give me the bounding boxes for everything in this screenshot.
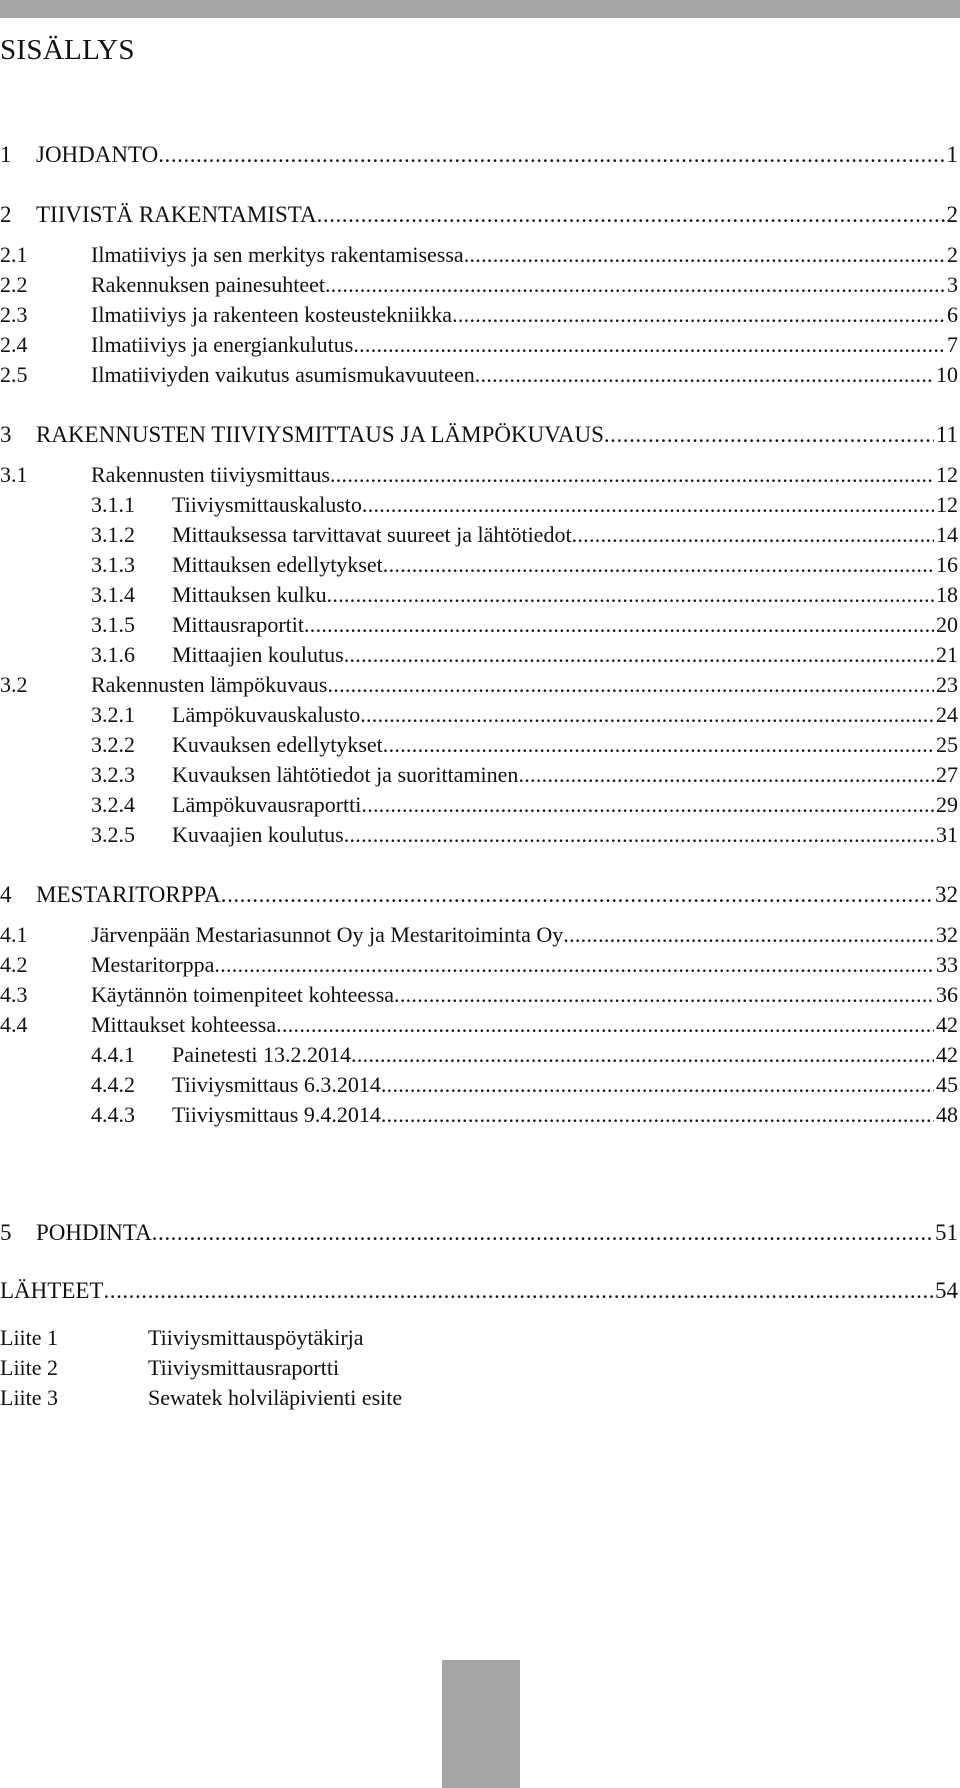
toc-number: 4.2 xyxy=(0,952,28,977)
toc-number: 2.5 xyxy=(0,362,28,387)
toc-page-number: 7 xyxy=(947,332,958,357)
toc-page-number: 45 xyxy=(936,1072,958,1097)
toc-leader-dots xyxy=(221,880,933,910)
appendix-label: Liite 1 xyxy=(0,1325,59,1350)
appendix-item[interactable] xyxy=(0,1383,402,1413)
toc-entry[interactable] xyxy=(0,820,958,850)
toc-title: Ilmatiiviys ja rakenteen kosteustekniikka xyxy=(91,302,453,327)
toc-leader-dots xyxy=(572,520,934,550)
toc-title: Kuvauksen lähtötiedot ja suorittaminen xyxy=(172,762,519,787)
toc-leader-dots xyxy=(353,330,945,360)
toc-title: Painetesti 13.2.2014 xyxy=(172,1042,352,1067)
toc-leader-dots xyxy=(276,1010,934,1040)
toc-number: 2.2 xyxy=(0,272,28,297)
toc-page-number: 1 xyxy=(946,142,958,167)
toc-leader-dots xyxy=(152,1218,933,1248)
toc-title: TIIVISTÄ RAKENTAMISTA xyxy=(36,202,317,227)
toc-page-number: 3 xyxy=(947,272,958,297)
toc-entry[interactable] xyxy=(0,1276,958,1306)
toc-number: 2.1 xyxy=(0,242,28,267)
toc-entry[interactable] xyxy=(0,240,958,270)
toc-leader-dots xyxy=(344,820,934,850)
toc-leader-dots xyxy=(518,760,934,790)
toc-title: Käytännön toimenpiteet kohteessa xyxy=(91,982,395,1007)
toc-title: Mestaritorppa xyxy=(91,952,215,977)
toc-leader-dots xyxy=(362,490,934,520)
toc-leader-dots xyxy=(325,270,945,300)
toc-title: JOHDANTO xyxy=(36,142,159,167)
toc-page-number: 12 xyxy=(936,492,958,517)
toc-leader-dots xyxy=(330,460,934,490)
toc-entry[interactable] xyxy=(0,1100,958,1130)
toc-number: 4 xyxy=(0,882,12,907)
toc-number: 3.2.1 xyxy=(91,702,135,727)
toc-title: LÄHTEET xyxy=(0,1278,104,1303)
toc-number: 2 xyxy=(0,202,12,227)
toc-entry[interactable] xyxy=(0,610,958,640)
toc-entry[interactable] xyxy=(0,580,958,610)
toc-entry[interactable] xyxy=(0,640,958,670)
toc-page-number: 36 xyxy=(936,982,958,1007)
toc-entry[interactable] xyxy=(0,700,958,730)
toc-leader-dots xyxy=(304,610,934,640)
toc-number: 4.4.3 xyxy=(91,1102,135,1127)
toc-title: Rakennuksen painesuhteet xyxy=(91,272,325,297)
toc-number: 3.1.3 xyxy=(91,552,135,577)
toc-page-number: 31 xyxy=(936,822,958,847)
toc-page-number: 29 xyxy=(936,792,958,817)
toc-number: 4.3 xyxy=(0,982,28,1007)
toc-title: Mittauksen edellytykset xyxy=(172,552,383,577)
toc-page-number: 25 xyxy=(936,732,958,757)
toc-entry[interactable] xyxy=(0,980,958,1010)
toc-entry[interactable] xyxy=(0,420,958,450)
toc-number: 4.4.2 xyxy=(91,1072,135,1097)
toc-leader-dots xyxy=(344,640,934,670)
toc-number: 3.2.3 xyxy=(91,762,135,787)
toc-title: Mittauksen kulku xyxy=(172,582,327,607)
toc-page-number: 24 xyxy=(936,702,958,727)
toc-page-number: 23 xyxy=(936,672,958,697)
toc-title: Mittausraportit xyxy=(172,612,304,637)
toc-page-number: 18 xyxy=(936,582,958,607)
toc-number: 3.1.5 xyxy=(91,612,135,637)
toc-page-number: 42 xyxy=(936,1042,958,1067)
toc-page-number: 21 xyxy=(936,642,958,667)
toc-number: 4.1 xyxy=(0,922,28,947)
toc-leader-dots xyxy=(327,670,934,700)
toc-title: Kuvauksen edellytykset xyxy=(172,732,383,757)
toc-page-number: 11 xyxy=(935,422,958,447)
toc-entry[interactable] xyxy=(0,520,958,550)
appendix-item[interactable] xyxy=(0,1353,339,1383)
toc-leader-dots xyxy=(563,920,934,950)
toc-entry[interactable] xyxy=(0,880,958,910)
toc-leader-dots xyxy=(351,1040,934,1070)
toc-page-number: 6 xyxy=(947,302,958,327)
toc-leader-dots xyxy=(381,1100,934,1130)
toc-page-number: 54 xyxy=(935,1278,958,1303)
toc-page-number: 42 xyxy=(936,1012,958,1037)
appendix-title: Tiiviysmittausraportti xyxy=(148,1355,340,1380)
toc-title: Ilmatiiviys ja sen merkitys rakentamisessa xyxy=(91,242,464,267)
toc-title: Lämpökuvausraportti xyxy=(172,792,362,817)
toc-title: Rakennusten lämpökuvaus xyxy=(91,672,328,697)
toc-entry[interactable] xyxy=(0,730,958,760)
toc-leader-dots xyxy=(103,1276,933,1306)
toc-page-number: 14 xyxy=(936,522,958,547)
toc-leader-dots xyxy=(475,360,934,390)
appendix-label: Liite 2 xyxy=(0,1355,59,1380)
toc-leader-dots xyxy=(464,240,945,270)
toc-number: 1 xyxy=(0,142,12,167)
toc-leader-dots xyxy=(394,980,934,1010)
toc-page-number: 16 xyxy=(936,552,958,577)
toc-leader-dots xyxy=(381,1070,934,1100)
toc-number: 3.1 xyxy=(0,462,28,487)
toc-entry[interactable] xyxy=(0,300,958,330)
toc-number: 3.2 xyxy=(0,672,28,697)
page-number-box xyxy=(442,1660,520,1788)
appendix-label: Liite 3 xyxy=(0,1385,59,1410)
page-title: SISÄLLYS xyxy=(0,34,135,66)
toc-entry[interactable] xyxy=(0,1040,958,1070)
toc-leader-dots xyxy=(158,140,944,170)
top-bar xyxy=(0,0,960,18)
toc-title: Mittaajien koulutus xyxy=(172,642,344,667)
toc-page-number: 2 xyxy=(946,202,958,227)
toc-leader-dots xyxy=(383,730,934,760)
toc-leader-dots xyxy=(214,950,934,980)
toc-title: Kuvaajien koulutus xyxy=(172,822,344,847)
appendix-title: Tiiviysmittauspöytäkirja xyxy=(148,1325,364,1350)
appendix-title: Sewatek holviläpivienti esite xyxy=(148,1385,403,1410)
toc-title: Järvenpään Mestariasunnot Oy ja Mestaritoiminta Oy xyxy=(91,922,564,947)
toc-title: Tiiviysmittauskalusto xyxy=(172,492,362,517)
toc-page-number: 27 xyxy=(936,762,958,787)
toc-title: Lämpökuvauskalusto xyxy=(172,702,361,727)
toc-entry[interactable] xyxy=(0,460,958,490)
toc-entry[interactable] xyxy=(0,140,958,170)
toc-leader-dots xyxy=(360,700,934,730)
toc-number: 3.2.2 xyxy=(91,732,135,757)
toc-page-number: 48 xyxy=(936,1102,958,1127)
toc-page-number: 51 xyxy=(935,1220,958,1245)
toc-leader-dots xyxy=(317,200,945,230)
toc-leader-dots xyxy=(361,790,934,820)
toc-entry[interactable] xyxy=(0,950,958,980)
toc-number: 2.3 xyxy=(0,302,28,327)
toc-leader-dots xyxy=(327,580,934,610)
toc-number: 3.2.4 xyxy=(91,792,135,817)
toc-entry[interactable] xyxy=(0,670,958,700)
toc-title: Ilmatiiviyden vaikutus asumismukavuuteen xyxy=(91,362,475,387)
toc-page-number: 20 xyxy=(936,612,958,637)
toc-title: MESTARITORPPA xyxy=(36,882,221,907)
toc-title: POHDINTA xyxy=(36,1220,152,1245)
toc-page-number: 10 xyxy=(936,362,958,387)
toc-leader-dots xyxy=(604,420,934,450)
toc-number: 3.1.4 xyxy=(91,582,135,607)
toc-entry[interactable] xyxy=(0,490,958,520)
toc-title: Tiiviysmittaus 9.4.2014 xyxy=(172,1102,381,1127)
toc-entry[interactable] xyxy=(0,920,958,950)
toc-title: RAKENNUSTEN TIIVIYSMITTAUS JA LÄMPÖKUVAUS xyxy=(36,422,604,447)
toc-entry[interactable] xyxy=(0,550,958,580)
appendix-item[interactable] xyxy=(0,1323,364,1353)
toc-entry[interactable] xyxy=(0,1070,958,1100)
toc-number: 3.2.5 xyxy=(91,822,135,847)
toc-entry[interactable] xyxy=(0,270,958,300)
toc-entry[interactable] xyxy=(0,360,958,390)
toc-title: Mittaukset kohteessa xyxy=(91,1012,277,1037)
toc-entry[interactable] xyxy=(0,760,958,790)
toc-page-number: 33 xyxy=(936,952,958,977)
toc-number: 3 xyxy=(0,422,12,447)
toc-entry[interactable] xyxy=(0,1010,958,1040)
toc-entry[interactable] xyxy=(0,790,958,820)
toc-number: 3.1.1 xyxy=(91,492,135,517)
toc-entry[interactable] xyxy=(0,330,958,360)
toc-title: Tiiviysmittaus 6.3.2014 xyxy=(172,1072,381,1097)
toc-page-number: 32 xyxy=(935,882,958,907)
toc-number: 2.4 xyxy=(0,332,28,357)
toc-page-number: 32 xyxy=(936,922,958,947)
toc-page-number: 2 xyxy=(947,242,958,267)
toc-title: Ilmatiiviys ja energiankulutus xyxy=(91,332,354,357)
toc-entry[interactable] xyxy=(0,1218,958,1248)
toc-number: 3.1.6 xyxy=(91,642,135,667)
toc-title: Rakennusten tiiviysmittaus xyxy=(91,462,330,487)
toc-entry[interactable] xyxy=(0,200,958,230)
toc-number: 4.4.1 xyxy=(91,1042,135,1067)
toc-page-number: 12 xyxy=(936,462,958,487)
toc-leader-dots xyxy=(452,300,945,330)
toc-leader-dots xyxy=(383,550,934,580)
toc-number: 5 xyxy=(0,1220,12,1245)
toc-number: 3.1.2 xyxy=(91,522,135,547)
toc-title: Mittauksessa tarvittavat suureet ja lähtötiedot xyxy=(172,522,572,547)
toc-number: 4.4 xyxy=(0,1012,28,1037)
